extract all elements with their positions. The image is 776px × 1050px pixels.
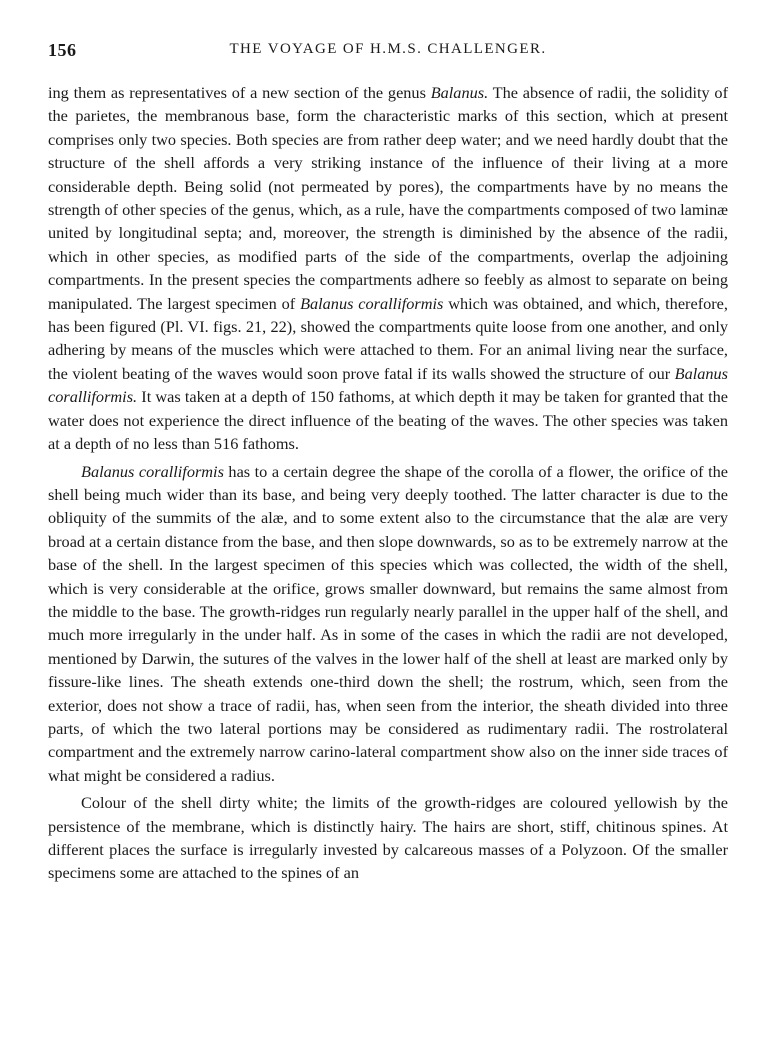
text-run: which was obtained, and which, therefore, has been figured (Pl. VI. figs. 21, 22), showed the compartments quite loose from one another, and only adhering by means of the muscles which were attached to them. For an animal living near the surface, the violent beating of the waves would soon prove fatal if its walls showed the structure of our [48,293,728,383]
italic-species-name: Balanus coralliformis. [48,363,728,407]
paragraph-2 [48,460,728,788]
text-run: The absence of radii, the solidity of the parietes, the membranous base, form the characteristic marks of this section, which at present comprises only two species. Both species are from rather deep water; and we need hardly doubt that the structure of the shell affords a very striking instance of the influence of their living at a more considerable depth. Being solid (not permeated by pores), the compartments have by no means the strength of other species of the genus, which, as a rule, have the compartments composed of two laminæ united by longitudinal septa; and, moreover, the strength is diminished by the absence of the radii, which in other species, as modified parts of the side of the compartments, overlap the adjoining compartments. In the present species the compartments adhere so feebly as almost to separate on being manipulated. The largest specimen of [48,83,729,313]
text-run: It was taken at a depth of 150 fathoms, at which depth it may be taken for granted that the water does not experience the direct influence of the beating of the waves. The other species was taken at a depth of no less than 516 fathoms. [48,387,728,454]
italic-species-name: Balanus coralliformis [81,461,224,481]
body-text [48,81,728,885]
text-run: ing them as representatives of a new section of the genus [48,83,431,102]
document-page [48,0,728,1050]
running-title: THE VOYAGE OF H.M.S. CHALLENGER. [229,41,547,57]
page-header [48,40,728,64]
paragraph-1 [48,81,728,456]
text-run: Colour of the shell dirty white; the limits of the growth-ridges are coloured yellowish by the persistence of the membrane, which is distinctly hairy. The hairs are short, stiff, chitinous spines. At different places the surface is irregularly invested by calcareous masses of a Polyzoon. Of the smaller specimens some are attached to the spines of an [48,793,728,883]
paragraph-3 [48,791,728,885]
italic-genus-name: Balanus. [430,83,489,102]
page-number: 156 [48,40,77,60]
text-run: has to a certain degree the shape of the corolla of a flower, the orifice of the shell being much wider than its base, and being very deeply toothed. The latter character is due to the obliquity of the summits of the alæ, and to some extent also to the circumstance that the alæ are very broad at a certain distance from the base, and then slope downwards, so as to be extremely narrow at the base of the shell. In the largest specimen of this species which was collected, the width of the shell, which is very considerable at the orifice, grows smaller downward, but remains the same almost from the middle to the base. The growth-ridges run regularly nearly parallel in the upper half of the shell, and much more irregularly in the under half. As in some of the cases in which the radii are not developed, mentioned by Darwin, the sutures of the valves in the lower half of the shell at least are marked only by fissure-like lines. The sheath extends one-third down the shell; the rostrum, which, seen from the exterior, does not show a trace of radii, has, when seen from the interior, the sheath divided into three parts, of which the two lateral portions may be considered as rudimentary radii. The rostrolateral compartment and the extremely narrow carino-lateral compartment show also on the inner side traces of what might be considered a radius. [48,461,728,785]
italic-species-name: Balanus coralliformis [300,293,444,313]
